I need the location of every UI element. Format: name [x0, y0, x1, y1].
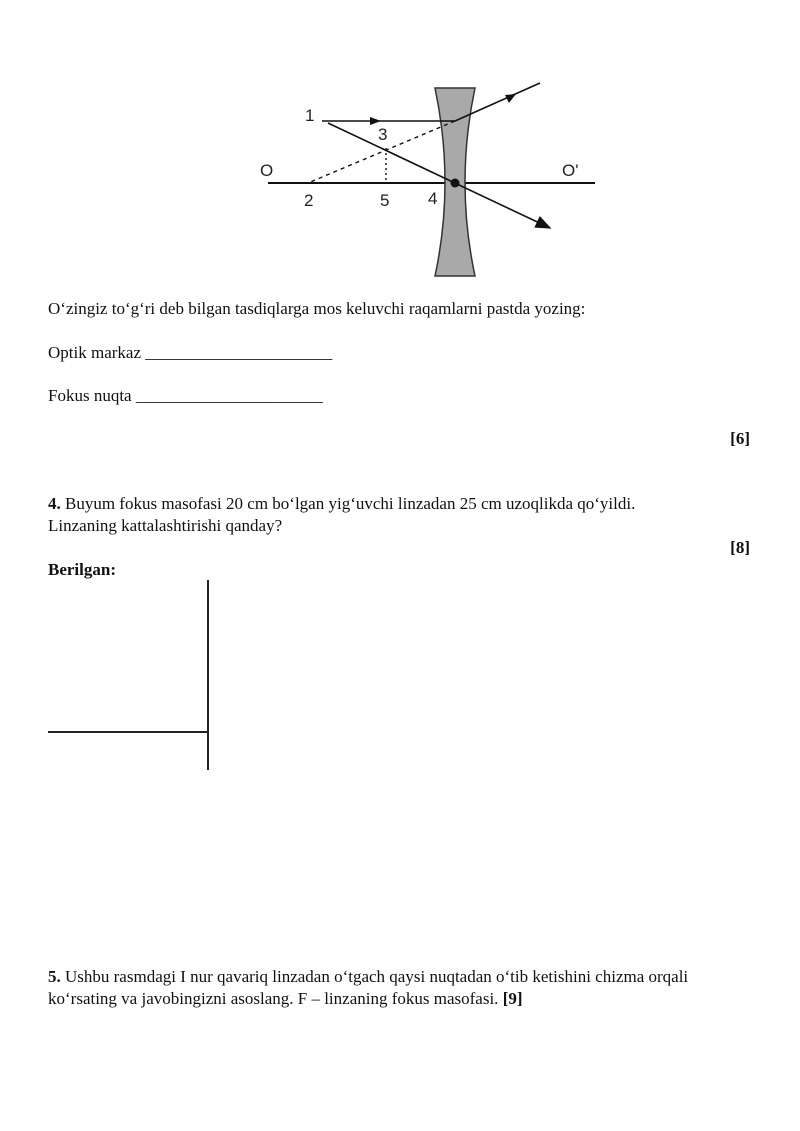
q5-number: 5.	[48, 967, 61, 986]
q4-number: 4.	[48, 494, 61, 513]
lens-ray-diagram	[250, 78, 600, 283]
given-horizontal-line	[48, 731, 208, 733]
label-point-4: 4	[428, 189, 438, 208]
q4-line2: Linzaning kattalashtirishi qanday?	[48, 516, 283, 535]
q4-line1	[48, 493, 635, 515]
label-o-prime: O'	[562, 161, 579, 180]
q5-line1	[48, 966, 688, 988]
q5-text-cont: ko‘rsating va javobingizni asoslang. F – linzaning fokus masofasi.	[48, 989, 499, 1008]
field-label: Fokus nuqta	[48, 386, 132, 405]
label-point-2: 2	[304, 191, 314, 210]
label-point-5: 5	[380, 191, 390, 210]
score-q4: [8]	[730, 538, 750, 557]
given-vertical-line	[207, 580, 209, 770]
answer-blank[interactable]: ______________________	[135, 386, 323, 405]
field-optical-center	[48, 342, 332, 364]
score-q5: [9]	[502, 989, 523, 1008]
score-q3: [6]	[730, 429, 750, 448]
instruction-text: O‘zingiz to‘g‘ri deb bilgan tasdiqlarga mos keluvchi raqamlarni pastda yozing:	[48, 299, 586, 318]
q5-line2	[48, 988, 523, 1010]
q4-text: Buyum fokus masofasi 20 cm bo‘lgan yig‘uvchi linzadan 25 cm uzoqlikda qo‘yildi.	[60, 494, 636, 513]
optical-center-dot	[451, 179, 460, 188]
incident-arrow	[370, 117, 381, 125]
answer-blank[interactable]: ______________________	[145, 343, 333, 362]
field-focus-point	[48, 385, 323, 407]
label-point-3: 3	[378, 125, 388, 144]
label-o: O	[260, 161, 274, 180]
q5-text: Ushbu rasmdagi I nur qavariq linzadan o‘tgach qaysi nuqtadan o‘tib ketishini chizma orqali	[60, 967, 689, 986]
central-ray	[328, 123, 550, 228]
given-label: Berilgan:	[48, 560, 116, 579]
label-point-1: 1	[305, 106, 315, 125]
field-label: Optik markaz	[48, 343, 141, 362]
